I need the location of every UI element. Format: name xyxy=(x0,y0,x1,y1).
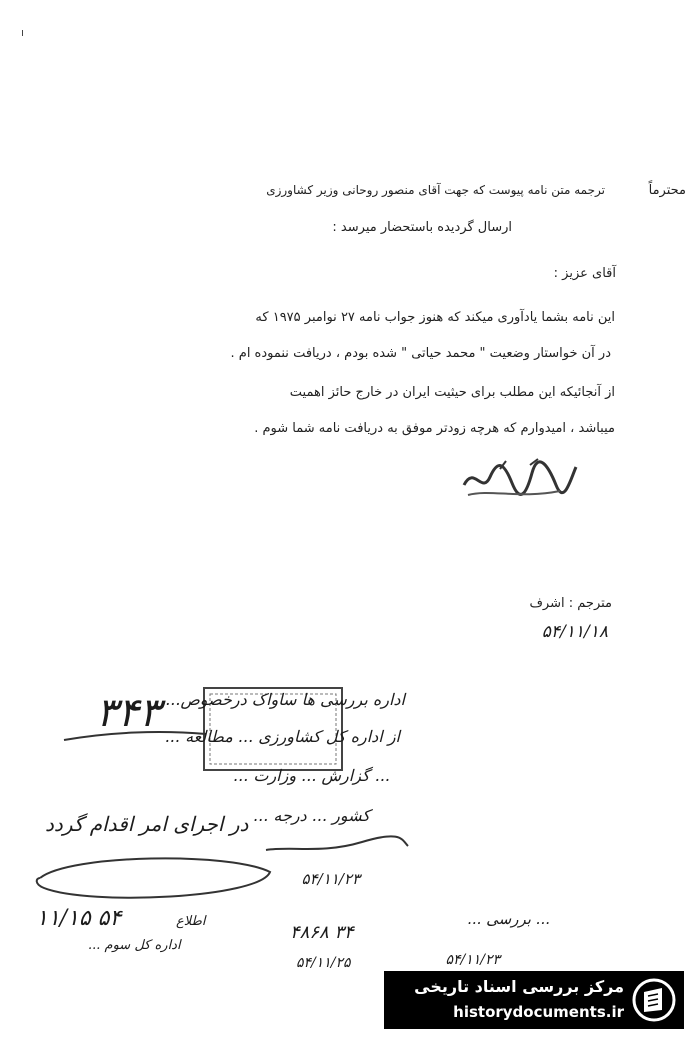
letter-body-1: این نامه بشما یادآوری میکند که هنوز جواب نامه ۲۷ نوامبر ۱۹۷۵ که xyxy=(255,310,615,325)
bottom-center-number: ۴۸۶۸ ۳۴ xyxy=(290,922,354,943)
handwritten-note-3: ... گزارش ... وزارت ... xyxy=(233,766,390,785)
left-note-loop xyxy=(30,848,280,908)
bottom-center-date: ۵۴/۱۱/۲۵ xyxy=(296,955,351,971)
archive-name: مرکز بررسی اسناد تاریخی xyxy=(414,977,624,996)
translator-date: ۵۴/۱۱/۱۸ xyxy=(541,622,608,642)
note-signature xyxy=(262,820,412,860)
letter-greeting: آقای عزیز : xyxy=(553,266,616,281)
letter-body-4: میباشد ، امیدوارم که هرچه زودتر موفق به دریافت نامه شما شوم . xyxy=(254,421,615,436)
bottom-left-note-2: اداره کل سوم ... xyxy=(88,938,181,953)
salutation: محترماً xyxy=(648,183,686,198)
handwritten-note-4: کشور ... درجه ... xyxy=(253,806,370,825)
bottom-left-date: ۱۱/۱۵ ۵۴ xyxy=(36,906,122,931)
handwritten-note-1: اداره بررسی ها ساواک درخصوص... xyxy=(165,690,405,709)
letter-line-2: ارسال گردیده باستحضار میرسد : xyxy=(332,220,512,235)
bottom-left-note-1: اطلاع xyxy=(176,914,206,929)
handwritten-note-date: ۵۴/۱۱/۲۳ xyxy=(301,870,360,888)
margin-mark xyxy=(22,30,23,36)
archive-logo-icon xyxy=(632,978,676,1022)
translator-label: مترجم : اشرف xyxy=(529,596,612,611)
letter-body-3: از آنجائیکه این مطلب برای حیثیت ایران در خارج حائز اهمیت xyxy=(289,385,615,400)
archive-footer xyxy=(384,971,684,1029)
handwritten-note-2: از اداره کل کشاورزی ... مطالعه ... xyxy=(164,727,400,746)
signature xyxy=(460,455,580,505)
bottom-right-date: ۵۴/۱۱/۲۳ xyxy=(445,952,500,968)
archive-website: historydocuments.ir xyxy=(453,1003,624,1021)
letter-line-1: ترجمه متن نامه پیوست که جهت آقای منصور روحانی وزیر کشاورزی xyxy=(266,183,605,197)
handwritten-left-note: در اجرای امر اقدام گردد xyxy=(45,812,249,836)
letter-body-2: در آن خواستار وضعیت " محمد حیاتی " شده بودم ، دریافت ننموده ام . xyxy=(230,346,611,361)
file-number: ۳۴۳ xyxy=(96,690,161,736)
bottom-right-note: ... بررسی ... xyxy=(467,910,550,928)
